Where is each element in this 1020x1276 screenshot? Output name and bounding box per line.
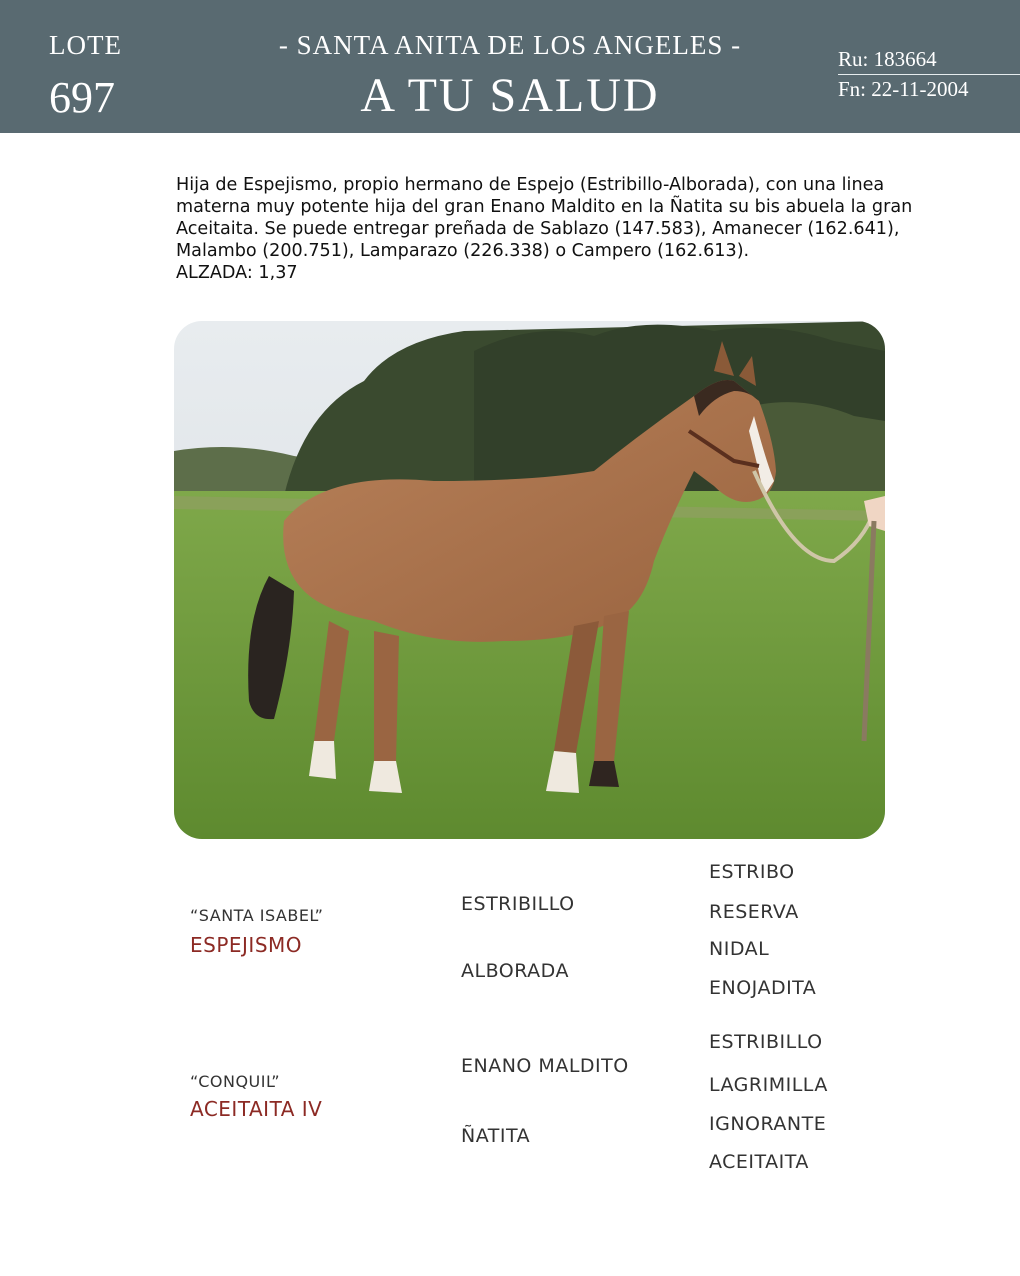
- dam-name: ACEITAITA IV: [190, 1097, 323, 1121]
- dam-dam: ÑATITA: [461, 1125, 531, 1147]
- dam-grandparent-1: ESTRIBILLO: [709, 1031, 823, 1053]
- dam-grandparent-4: ACEITAITA: [709, 1151, 809, 1173]
- sire-grandparent-4: ENOJADITA: [709, 977, 817, 999]
- lote-number: 697: [49, 73, 115, 122]
- description: [176, 174, 918, 284]
- birth-date: Fn: 22-11-2004: [838, 77, 969, 101]
- farm-name: - SANTA ANITA DE LOS ANGELES -: [278, 30, 742, 60]
- dam-breeder: “CONQUIL”: [190, 1072, 280, 1091]
- horse-photo: [174, 321, 885, 839]
- header-banner: [0, 0, 1020, 133]
- description-text: Hija de Espejismo, propio hermano de Espejo (Estribillo-Alborada), con una linea materna muy potente hija del gran Enano Maldito en la Ñatita su bis abuela la gran Aceitaita. Se puede entregar preñada de Sablazo (147.583), Amanecer (162.641), Malambo (200.751), Lamparazo (226.338) o Campero (162.613).: [176, 175, 913, 261]
- horse-illustration: [174, 321, 885, 839]
- sire-grandparent-3: NIDAL: [709, 938, 770, 960]
- horse-name: A TU SALUD: [360, 69, 660, 122]
- registration-number: Ru: 183664: [838, 47, 1020, 75]
- lote-label: LOTE: [49, 30, 122, 60]
- registration-info: [838, 47, 1020, 102]
- sire-grandparent-2: RESERVA: [709, 901, 799, 923]
- dam-sire: ENANO MALDITO: [461, 1055, 629, 1077]
- sire-dam: ALBORADA: [461, 960, 569, 982]
- dam-grandparent-3: IGNORANTE: [709, 1113, 827, 1135]
- alzada-text: ALZADA: 1,37: [176, 263, 298, 283]
- sire-grandparent-1: ESTRIBO: [709, 861, 795, 883]
- dam-grandparent-2: LAGRIMILLA: [709, 1074, 828, 1096]
- sire-name: ESPEJISMO: [190, 933, 303, 957]
- sire-breeder: “SANTA ISABEL”: [190, 906, 324, 925]
- sire-sire: ESTRIBILLO: [461, 893, 575, 915]
